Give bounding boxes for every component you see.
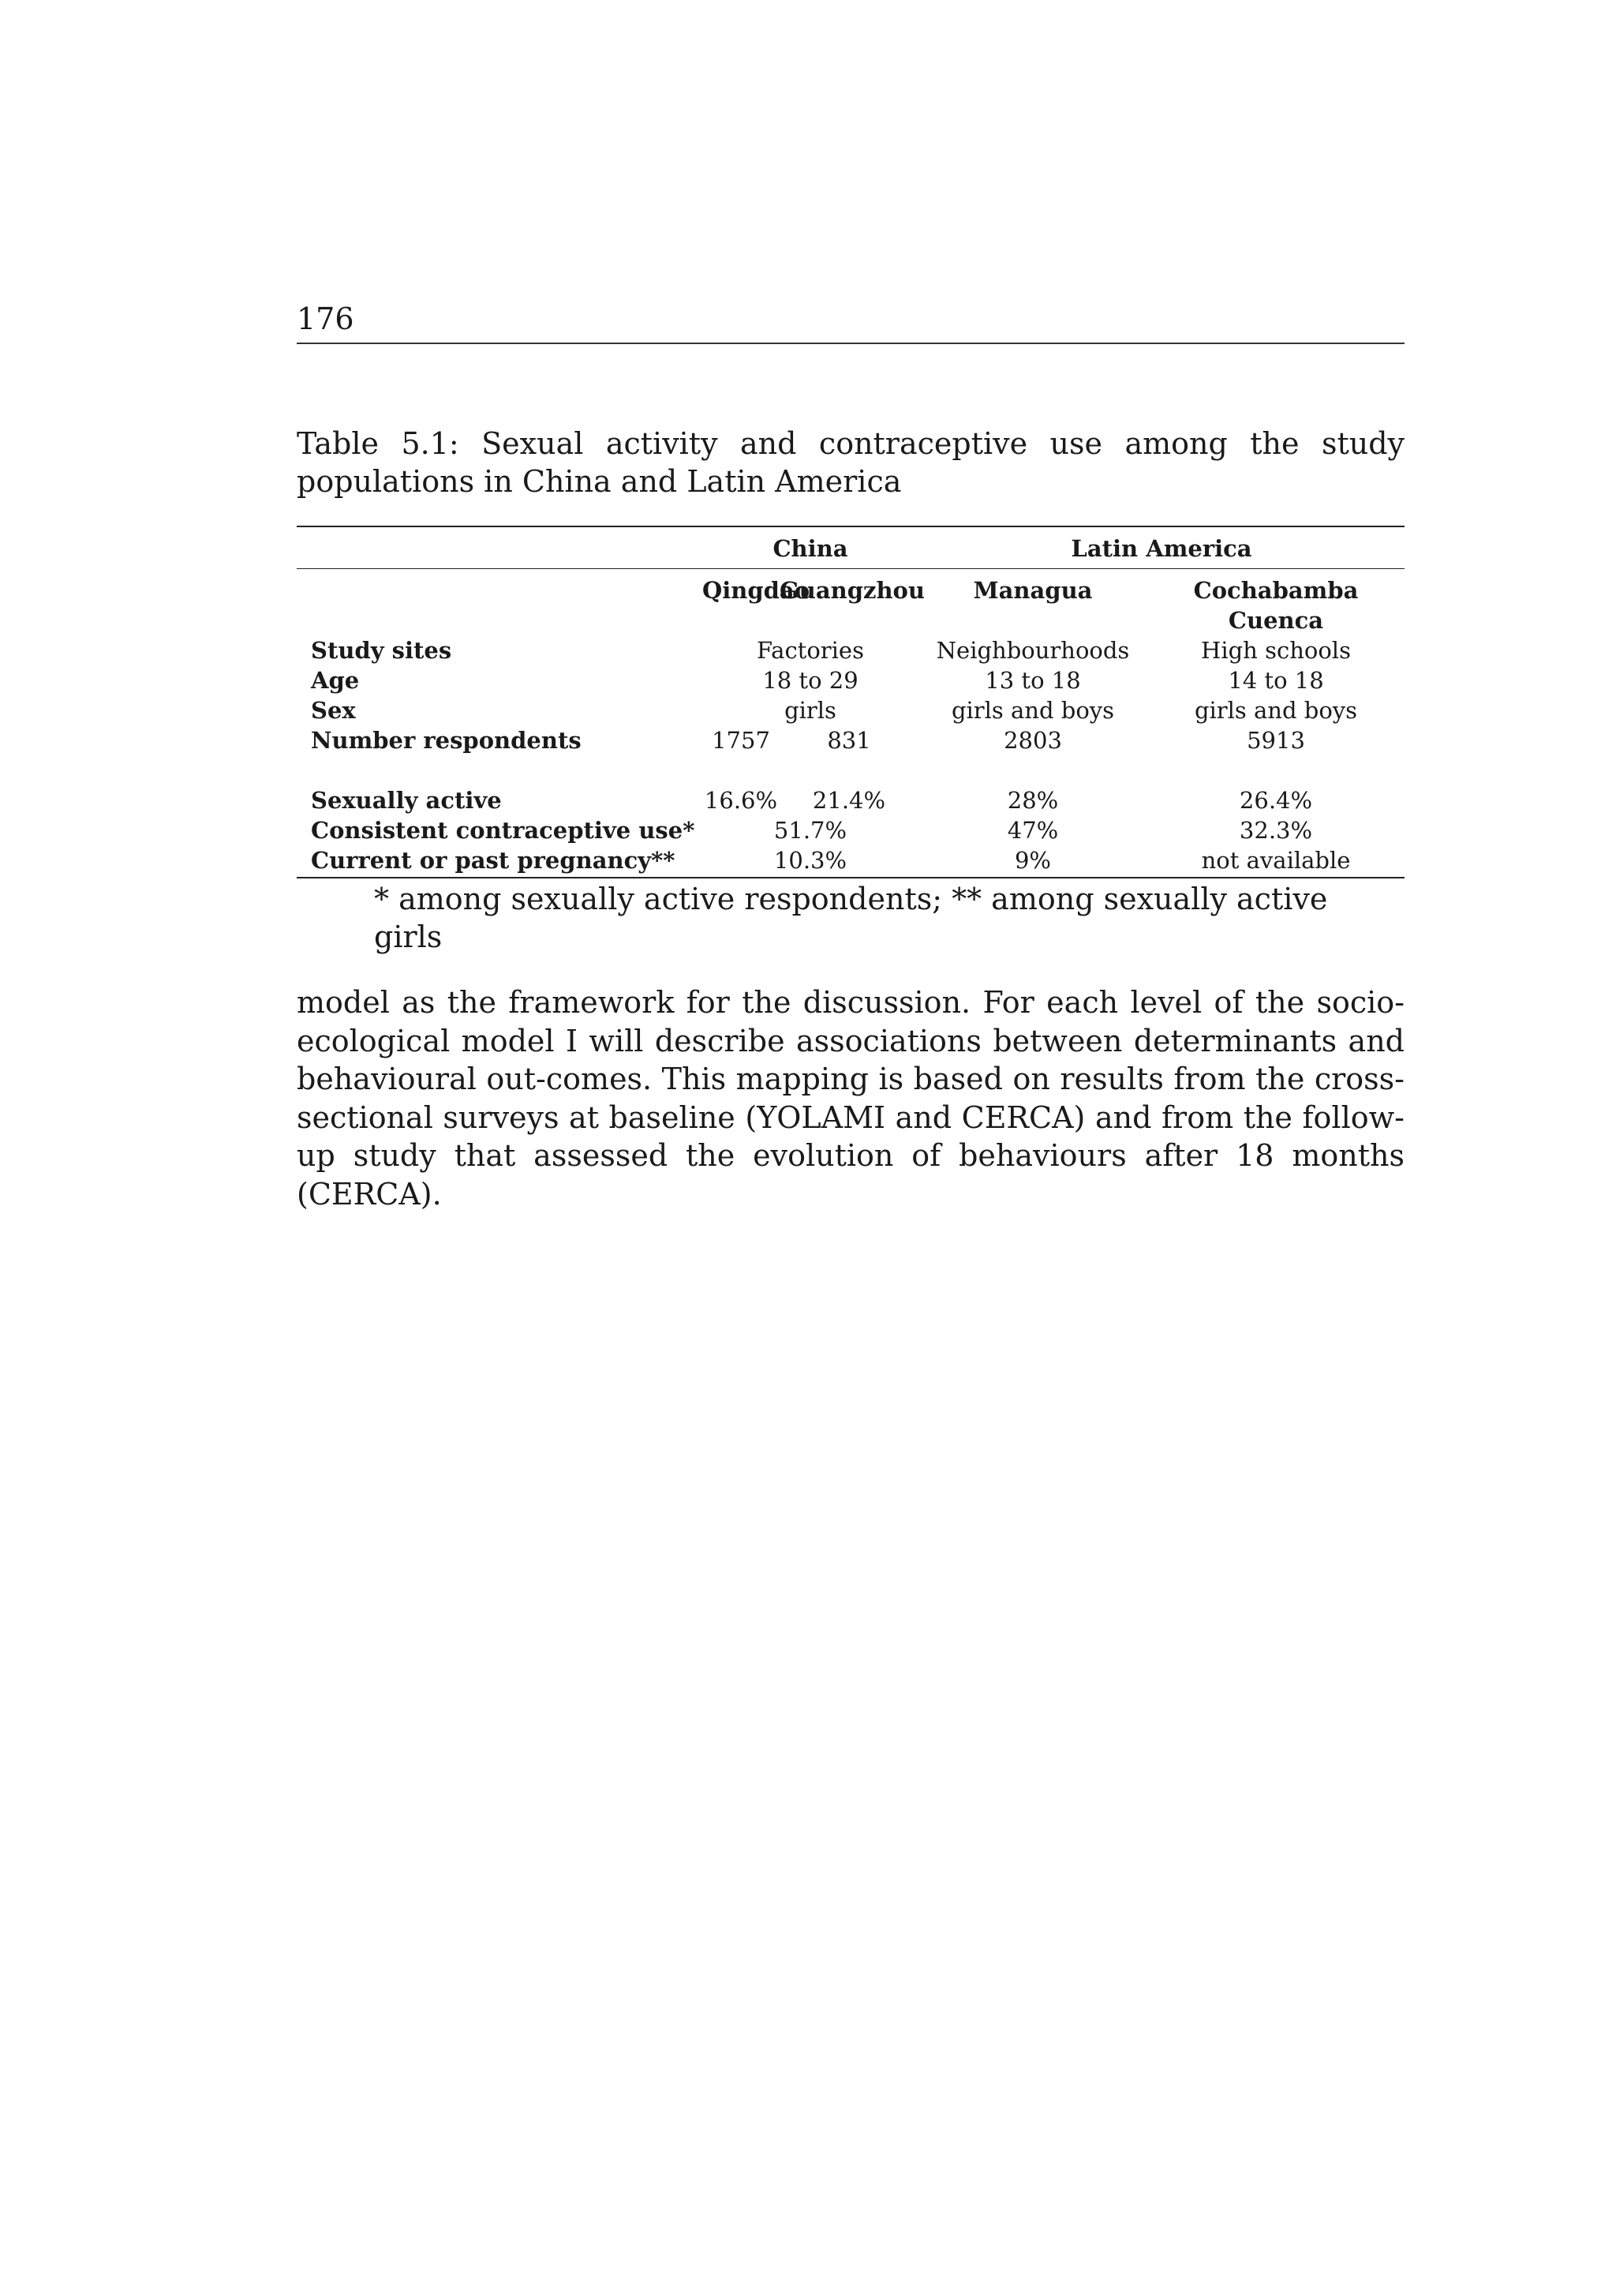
cell-managua: Neighbourhoods [936,637,1130,664]
cell-guangzhou: 831 [827,727,871,754]
header-blank [297,526,702,569]
table-row-sexually-active [297,785,1405,815]
cell-cochabamba-cuenca: 26.4% [1239,787,1313,814]
cell-guangzhou: 21.4% [812,787,886,814]
cell-china: 18 to 29 [762,667,858,694]
column-header-row [297,569,1405,606]
col-header-cuenca: Cuenca [1228,607,1324,634]
header-blank [297,605,702,635]
cell-managua: 47% [1007,817,1059,844]
cell-cochabamba-cuenca: 14 to 18 [1228,667,1324,694]
col-header-managua: Managua [973,577,1093,604]
cell-cochabamba-cuenca: 5913 [1247,727,1305,754]
cell-china: Factories [757,637,864,664]
table-footnote: * among sexually active respondents; ** among sexually active girls [374,882,1328,954]
table-container [297,526,1405,956]
page-number: 176 [297,302,354,336]
cell-managua: 2803 [1004,727,1062,754]
cell-cochabamba-cuenca: 32.3% [1239,817,1313,844]
col-header-guangzhou: Guangzhou [780,577,925,604]
row-label: Study sites [311,637,452,664]
col-header-qingdao: Qingdao [702,577,810,604]
header-blank [918,605,1147,635]
cell-china: 10.3% [773,847,847,874]
cell-managua: 13 to 18 [985,667,1081,694]
row-label: Current or past pregnancy** [311,847,675,874]
cell-cochabamba-cuenca: High schools [1201,637,1351,664]
cell-china: 51.7% [773,817,847,844]
cell-managua: girls and boys [951,697,1115,724]
cell-cochabamba-cuenca: not available [1201,847,1351,874]
table-row-current-or-past-pregnancy [297,845,1405,878]
group-header-china: China [772,535,848,562]
body-text [297,983,1405,1213]
table-row-consistent-contraceptive-use [297,815,1405,845]
col-header-cochabamba: Cochabamba [1193,577,1359,604]
cell-cochabamba-cuenca: girls and boys [1194,697,1358,724]
table-spacer-row [297,755,1405,785]
header-blank [297,569,702,606]
column-header-row-2 [297,605,1405,635]
cell-managua: 9% [1014,847,1051,874]
cell-qingdao: 16.6% [704,787,778,814]
body-paragraph: model as the framework for the discussion. For each level of the socio-ecological model I will describe associations between determinants and behavioural out-comes. This mapping is based on results from the cross-sectional surveys at baseline (YOLAMI and CERCA) and from the follow-up study that assessed the evolution of behaviours after 18 months (CERCA). [297,985,1405,1212]
data-table [297,526,1405,878]
cell-qingdao: 1757 [712,727,770,754]
table-row-study-sites [297,635,1405,665]
table-row-sex [297,695,1405,725]
group-header-latin-america: Latin America [1071,535,1252,562]
row-label: Number respondents [311,727,582,754]
header-rule [297,343,1405,344]
group-header-row [297,526,1405,569]
header-blank [702,605,780,635]
row-label: Consistent contraceptive use* [311,817,695,844]
row-label: Sexually active [311,787,502,814]
table-row-number-respondents [297,725,1405,755]
header-blank [780,605,918,635]
cell-china: girls [784,697,836,724]
row-label: Age [311,667,360,694]
table-caption: Table 5.1: Sexual activity and contraceptive use among the study populations in China and Latin America [297,426,1405,499]
table-row-age [297,665,1405,695]
row-label: Sex [311,697,356,724]
cell-managua: 28% [1007,787,1059,814]
